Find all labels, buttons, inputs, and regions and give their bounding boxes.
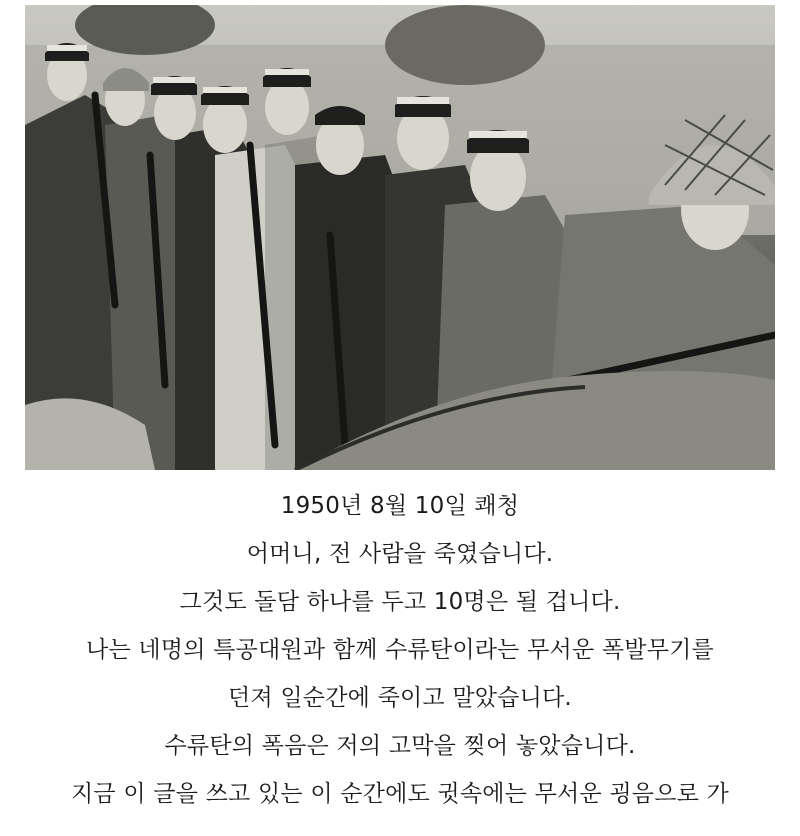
letter-line: 지금 이 글을 쓰고 있는 이 순간에도 귓속에는 무서운 굉음으로 가: [71, 781, 729, 807]
letter-line: 어머니, 전 사람을 죽였습니다.: [246, 541, 554, 567]
letter-line: 던져 일순간에 죽이고 말았습니다.: [228, 685, 572, 711]
letter-line: 수류탄의 폭음은 저의 고막을 찢어 놓았습니다.: [164, 733, 636, 759]
historical-photo: [25, 5, 775, 470]
letter-line: 그것도 돌담 하나를 두고 10명은 될 겁니다.: [179, 589, 621, 615]
letter-line-date: 1950년 8월 10일 쾌청: [280, 493, 520, 519]
soldiers-photo-icon: [25, 5, 775, 470]
letter-line: 나는 네명의 특공대원과 함께 수류탄이라는 무서운 폭발무기를: [86, 637, 714, 663]
letter-text: [0, 492, 800, 808]
